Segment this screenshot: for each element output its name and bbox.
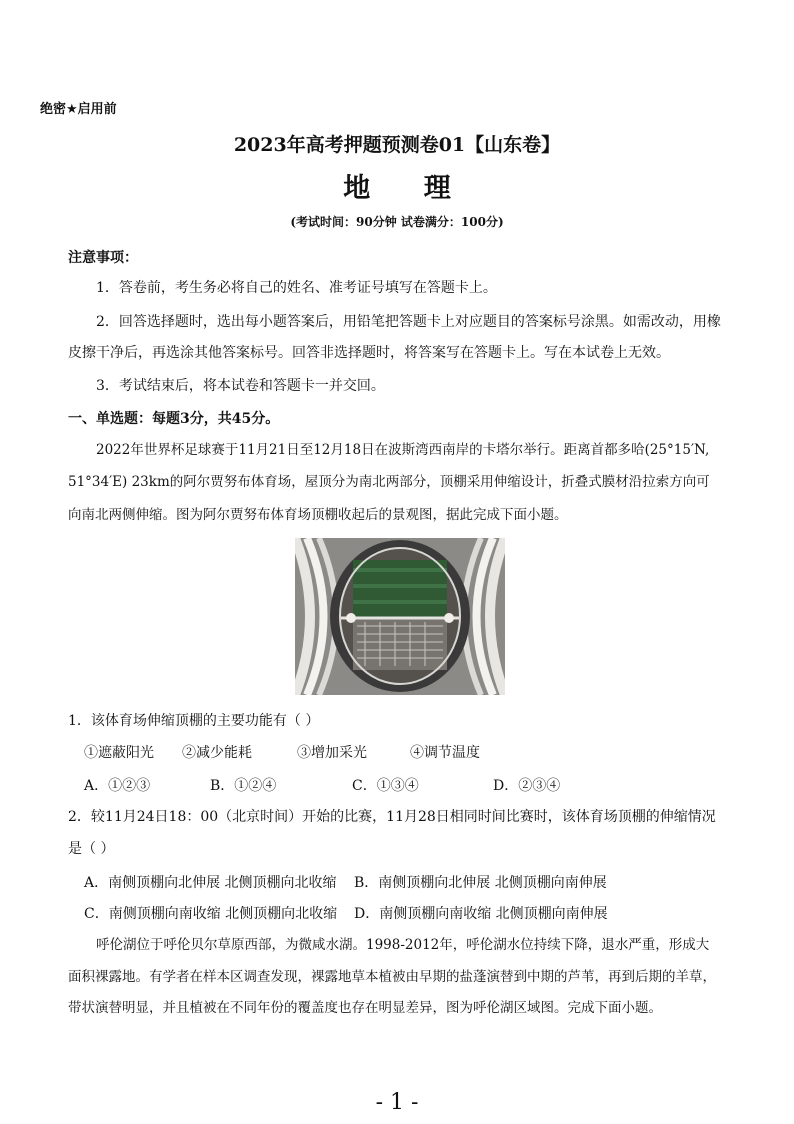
q1-option-c: C．①③④ (352, 778, 419, 794)
stadium-roof-photo (295, 538, 505, 695)
q2-option-d: D．南侧顶棚向南收缩 北侧顶棚向南伸展 (354, 906, 608, 922)
q1-item: ④调节温度 (410, 745, 480, 761)
section-heading: 一、单选题：每题3分，共45分。 (68, 411, 280, 427)
page-number: - 1 - (375, 1090, 419, 1115)
notice-item-continued: 皮擦干净后，再选涂其他答案标号。回答非选择题时，将答案写在答题卡上。写在本试卷上无效。 (68, 345, 670, 361)
q1-option-d: D．②③④ (493, 778, 561, 794)
confidential-label: 绝密★启用前 (40, 102, 117, 117)
exam-info: (考试时间：90分钟 试卷满分：100分) (290, 215, 504, 229)
passage-line: 向南北两侧伸缩。图为阿尔贾努布体育场顶棚收起后的景观图，据此完成下面小题。 (68, 507, 568, 523)
passage-line: 呼伦湖位于呼伦贝尔草原西部，为微咸水湖。1998-2012年，呼伦湖水位持续下降，退水严重，形成大 (96, 937, 710, 953)
subject-title: 地 理 (343, 173, 473, 204)
notice-item: 1．答卷前，考生务必将自己的姓名、准考证号填写在答题卡上。 (96, 280, 497, 296)
passage-line: 带状演替明显，并且植被在不同年份的覆盖度也存在明显差异，图为呼伦湖区域图。完成下面小题。 (68, 1000, 662, 1016)
q1-option-b: B．①②④ (210, 778, 277, 794)
passage-line: 51°34′E) 23km的阿尔贾努布体育场，屋顶分为南北两部分，顶棚采用伸缩设计，折叠式膜材沿拉索方向可 (68, 474, 710, 490)
notice-item: 3．考试结束后，将本试卷和答题卡一并交回。 (96, 378, 385, 394)
q2-option-b: B．南侧顶棚向北伸展 北侧顶棚向南伸展 (354, 875, 607, 891)
stadium-illustration (295, 538, 505, 695)
question-2-stem: 2．较11月24日18：00（北京时间）开始的比赛，11月28日相同时间比赛时，该体育场顶棚的伸缩情况 (68, 809, 716, 825)
q1-item: ③增加采光 (297, 745, 367, 761)
question-1-stem: 1．该体育场伸缩顶棚的主要功能有（ ） (68, 713, 320, 729)
q1-item: ②减少能耗 (182, 745, 252, 761)
q2-option-a: A．南侧顶棚向北伸展 北侧顶棚向北收缩 (84, 875, 337, 891)
exam-title: 2023年高考押题预测卷01【山东卷】 (233, 134, 561, 156)
question-2-stem-continued: 是（ ） (68, 841, 115, 857)
q2-option-c: C．南侧顶棚向南收缩 北侧顶棚向北收缩 (84, 906, 338, 922)
notice-item: 2．回答选择题时，选出每小题答案后，用铅笔把答题卡上对应题目的答案标号涂黑。如需改动，用橡 (96, 314, 721, 330)
passage-line: 2022年世界杯足球赛于11月21日至12月18日在波斯湾西南岸的卡塔尔举行。距离首都多哈(25°15′N, (96, 442, 710, 458)
q1-item: ①遮蔽阳光 (84, 745, 154, 761)
passage-line: 面积裸露地。有学者在样本区调查发现，裸露地草本植被由早期的盐蓬演替到中期的芦苇，再到后期的羊草， (68, 969, 716, 985)
notice-heading: 注意事项： (68, 250, 138, 266)
q1-option-a: A．①②③ (84, 778, 151, 794)
